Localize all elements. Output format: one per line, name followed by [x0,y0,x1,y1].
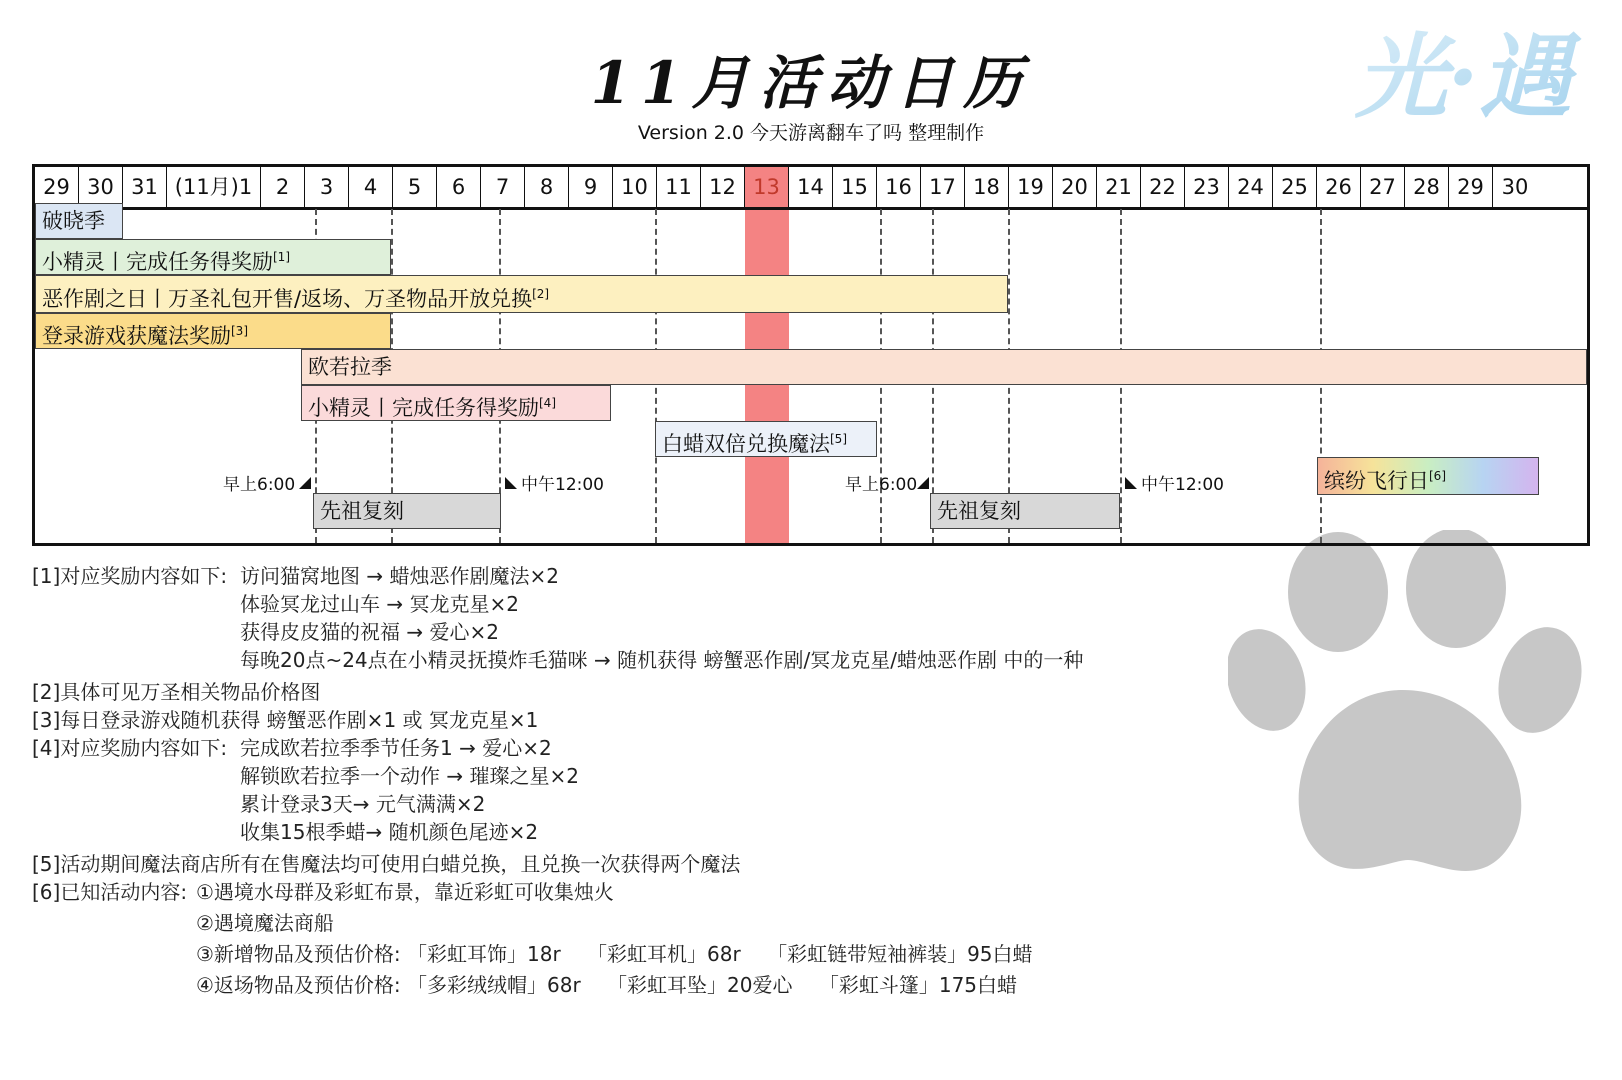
time-label: 早上6:00 [845,475,918,495]
date-cell: 9 [569,167,613,207]
footnote-line: 每晚20点~24点在小精灵抚摸炸毛猫咪 → 随机获得 螃蟹恶作剧/冥龙克星/蜡烛恶作剧 中的一种 [240,648,1084,672]
time-marker-icon [299,477,311,489]
date-cell: 8 [525,167,569,207]
date-cell: 22 [1141,167,1185,207]
date-cell: 7 [481,167,525,207]
date-cell: (11月)1 [167,167,261,207]
time-label: 早上6:00 [223,475,296,495]
footnote-line: 获得皮皮猫的祝福 → 爱心×2 [240,620,499,644]
date-cell: 10 [613,167,657,207]
footnote-line: 累计登录3天→ 元气满满×2 [240,792,486,816]
time-label: 中午12:00 [1141,475,1224,495]
date-cell: 24 [1229,167,1273,207]
time-marker-icon [917,477,929,489]
date-cell: 29 [1449,167,1493,207]
footnote: [3]每日登录游戏随机获得 螃蟹恶作剧×1 或 冥龙克星×1 [32,708,539,732]
footnote-line: 完成欧若拉季季节任务1 → 爱心×2 [240,736,552,760]
date-cell: 13 [745,167,789,207]
date-cell: 25 [1273,167,1317,207]
date-cell: 5 [393,167,437,207]
logo-text: 光·遇 [1354,23,1572,131]
date-cell: 15 [833,167,877,207]
date-cell: 18 [965,167,1009,207]
footnote-line: 访问猫窝地图 → 蜡烛恶作剧魔法×2 [240,564,559,588]
sky-logo [1338,14,1588,144]
paw-print-icon [1228,530,1588,910]
date-cell: 21 [1097,167,1141,207]
event-bar: 缤纷飞行日[6] [1317,457,1539,495]
date-cell: 3 [305,167,349,207]
date-cell: 2 [261,167,305,207]
event-bar: 先祖复刻 [930,493,1120,529]
event-bar: 恶作剧之日丨万圣礼包开售/返场、万圣物品开放兑换[2] [35,275,1008,313]
footnote-line: 解锁欧若拉季一个动作 → 璀璨之星×2 [240,764,579,788]
footnote-line: ④返场物品及预估价格: 「多彩绒绒帽」68r 「彩虹耳坠」20爱心 「彩虹斗篷」175白蜡 [196,973,1018,997]
header-divider [35,207,1587,210]
date-cell: 16 [877,167,921,207]
date-cell: 20 [1053,167,1097,207]
footnote-line: ②遇境魔法商船 [196,911,334,935]
date-cell: 11 [657,167,701,207]
date-cell: 14 [789,167,833,207]
date-cell: 12 [701,167,745,207]
event-bar: 破晓季 [35,203,123,239]
event-calendar [32,164,1590,546]
footnote-line: ①遇境水母群及彩虹布景，靠近彩虹可收集烛火 [196,880,614,904]
footnote-line: 体验冥龙过山车 → 冥龙克星×2 [240,592,519,616]
event-bar: 先祖复刻 [313,493,501,529]
time-marker-icon [505,477,517,489]
time-marker-icon [1125,477,1137,489]
date-cell: 30 [1501,175,1529,199]
footnote-heading: [4]对应奖励内容如下: [32,736,228,760]
date-cell: 6 [437,167,481,207]
footnote: [2]具体可见万圣相关物品价格图 [32,680,321,704]
footnote: [5]活动期间魔法商店所有在售魔法均可使用白蜡兑换，且兑换一次获得两个魔法 [32,852,741,876]
page-title: 11月活动日历 [590,49,1032,117]
date-cell: 29 [35,167,79,207]
event-bar: 小精灵丨完成任务得奖励[1] [35,239,391,275]
footnote-line: ③新增物品及预估价格: 「彩虹耳饰」18r 「彩虹耳机」68r 「彩虹链带短袖裤装」95白蜡 [196,942,1033,966]
event-bar: 欧若拉季 [301,349,1587,385]
date-cell: 19 [1009,167,1053,207]
date-cell: 30 [79,167,123,207]
date-cell: 23 [1185,167,1229,207]
footnote-heading: [1]对应奖励内容如下: [32,564,228,588]
event-bar: 小精灵丨完成任务得奖励[4] [301,385,611,421]
date-cell: 28 [1405,167,1449,207]
page-subtitle: Version 2.0 今天游离翻车了吗 整理制作 [637,122,985,144]
date-cell: 31 [123,167,167,207]
date-cell: 27 [1361,167,1405,207]
time-label: 中午12:00 [521,475,604,495]
date-cell: 26 [1317,167,1361,207]
date-cell: 4 [349,167,393,207]
event-bar: 登录游戏获魔法奖励[3] [35,313,391,349]
footnote-heading: [6]已知活动内容: [32,880,188,904]
event-bar: 白蜡双倍兑换魔法[5] [655,421,877,457]
date-cell: 17 [921,167,965,207]
footnote-line: 收集15根季蜡→ 随机颜色尾迹×2 [240,820,539,844]
